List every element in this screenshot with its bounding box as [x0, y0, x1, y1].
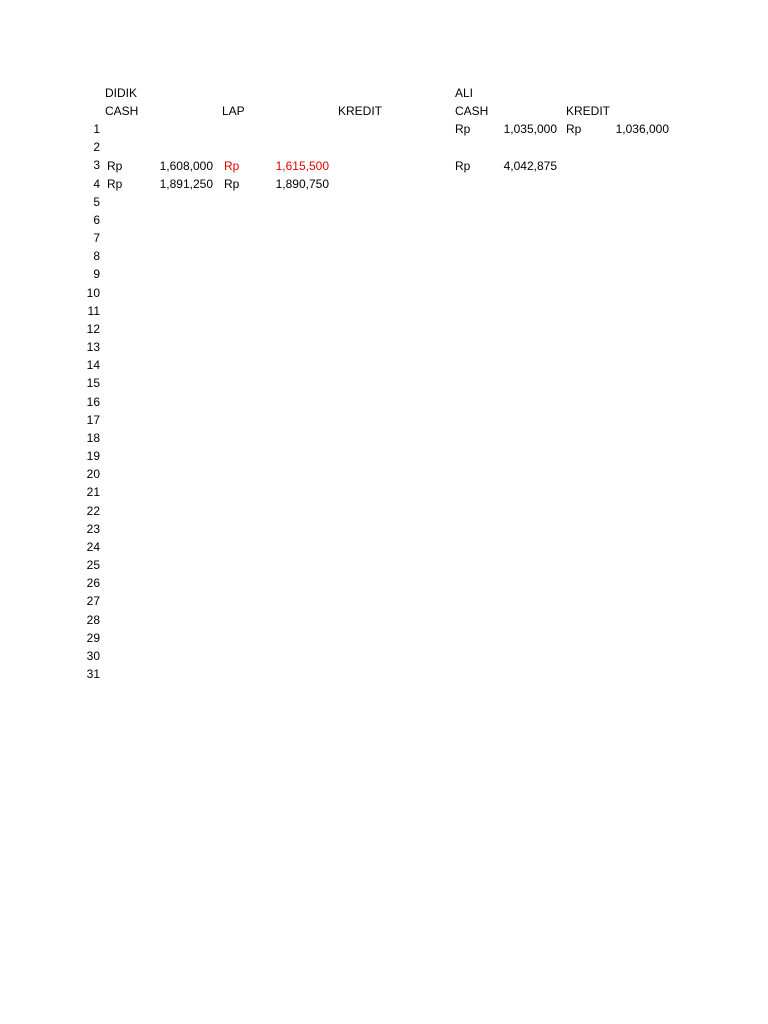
row-number: 12	[86, 322, 100, 336]
row-number: 30	[86, 649, 100, 663]
row-number: 22	[86, 504, 100, 518]
row-number: 15	[86, 376, 100, 390]
column-header-didik-kredit: KREDIT	[338, 104, 383, 118]
row-number: 19	[86, 449, 100, 463]
row-number: 3	[93, 158, 100, 172]
ali-cash-currency: Rp	[455, 159, 471, 173]
row-number: 20	[86, 467, 100, 481]
row-number: 25	[86, 558, 100, 572]
ali-cash-amount: 1,035,000	[503, 122, 557, 136]
row-number: 16	[86, 395, 100, 409]
group-header-ali: ALI	[455, 86, 474, 100]
row-number: 4	[93, 177, 100, 191]
row-number: 27	[86, 594, 100, 608]
row-number: 31	[86, 667, 100, 681]
row-number: 1	[93, 122, 100, 136]
row-number: 17	[86, 413, 100, 427]
ali-kredit-currency: Rp	[566, 122, 582, 136]
row-number: 5	[93, 195, 100, 209]
row-number: 10	[86, 286, 100, 300]
didik-cash-currency: Rp	[107, 159, 123, 173]
column-header-didik-cash: CASH	[105, 104, 139, 118]
row-number: 14	[86, 358, 100, 372]
row-number: 23	[86, 522, 100, 536]
ali-cash-currency: Rp	[455, 122, 471, 136]
ali-cash-amount: 4,042,875	[503, 159, 557, 173]
row-number: 8	[93, 249, 100, 263]
row-number: 9	[93, 267, 100, 281]
row-number: 18	[86, 431, 100, 445]
column-header-ali-cash: CASH	[455, 104, 489, 118]
row-number: 11	[87, 304, 100, 318]
row-number: 26	[86, 576, 100, 590]
didik-cash-currency: Rp	[107, 177, 123, 191]
row-number: 6	[93, 213, 100, 227]
column-header-ali-kredit: KREDIT	[566, 104, 611, 118]
column-header-didik-lap: LAP	[222, 104, 245, 118]
didik-lap-currency: Rp	[224, 177, 240, 191]
didik-lap-amount: 1,890,750	[275, 177, 329, 191]
row-number: 7	[93, 231, 100, 245]
row-number: 21	[86, 485, 100, 499]
didik-lap-currency: Rp	[224, 159, 240, 173]
row-number: 2	[93, 140, 100, 154]
didik-cash-amount: 1,608,000	[159, 159, 213, 173]
row-number: 28	[86, 613, 100, 627]
row-number: 13	[86, 340, 100, 354]
group-header-didik: DIDIK	[105, 86, 138, 100]
row-number: 29	[86, 631, 100, 645]
didik-lap-amount: 1,615,500	[275, 159, 329, 173]
row-number: 24	[86, 540, 100, 554]
didik-cash-amount: 1,891,250	[159, 177, 213, 191]
ali-kredit-amount: 1,036,000	[615, 122, 669, 136]
